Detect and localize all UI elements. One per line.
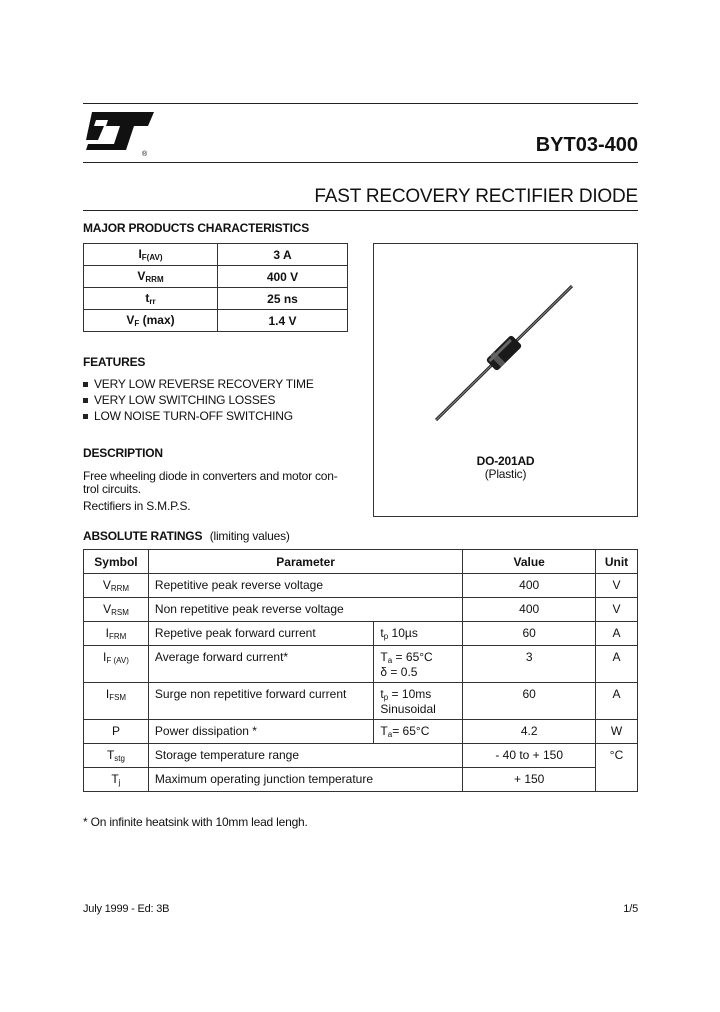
- part-number: BYT03-400: [535, 134, 638, 156]
- svg-text:®: ®: [142, 151, 148, 158]
- package-box: [373, 243, 638, 517]
- rating-symbol: $V_{RRM}$: [84, 574, 149, 598]
- rating-value: + 150: [463, 768, 596, 792]
- rating-value: - 40 to + 150: [463, 744, 596, 768]
- characteristic-symbol: $V_{RRM}$: [84, 266, 218, 288]
- rating-value: 60: [463, 622, 596, 646]
- table-row: [84, 288, 348, 310]
- features-list: [83, 377, 314, 425]
- table-row: [84, 244, 348, 266]
- col-symbol: Symbol: [84, 550, 149, 574]
- rating-parameter: Power dissipation *: [148, 720, 374, 744]
- table-row: [84, 683, 638, 720]
- features-heading: FEATURES: [83, 355, 146, 369]
- rating-parameter: Surge non repetitive forward current: [148, 683, 374, 720]
- rating-parameter: Average forward current*: [148, 646, 374, 683]
- rating-unit: V: [596, 598, 638, 622]
- rating-value: 3: [463, 646, 596, 683]
- footnote: * On infinite heatsink with 10mm lead lengh.: [83, 815, 308, 829]
- rating-unit: °C: [596, 744, 638, 792]
- characteristic-symbol: $I_{F(AV)}$: [84, 244, 218, 266]
- rating-parameter: Non repetitive peak reverse voltage: [148, 598, 462, 622]
- characteristic-symbol: $t_{rr}$: [84, 288, 218, 310]
- characteristic-value: 400 V: [218, 266, 348, 288]
- rating-symbol: $I_{F (AV)}$: [84, 646, 149, 683]
- description-line-2: trol circuits.: [83, 482, 141, 496]
- description-line-3: Rectifiers in S.M.P.S.: [83, 499, 191, 513]
- table-row: [84, 768, 638, 792]
- rating-parameter: Repetitive peak reverse voltage: [148, 574, 462, 598]
- major-characteristics-table: [83, 243, 348, 332]
- col-parameter: Parameter: [148, 550, 462, 574]
- diode-package-drawing: [374, 244, 637, 444]
- rating-unit: A: [596, 683, 638, 720]
- characteristic-value: 1.4 V: [218, 310, 348, 332]
- characteristic-value: 3 A: [218, 244, 348, 266]
- rating-symbol: $T_{stg}$: [84, 744, 149, 768]
- rating-parameter: Maximum operating junction temperature: [148, 768, 462, 792]
- rating-parameter: Storage temperature range: [148, 744, 462, 768]
- table-row: [84, 598, 638, 622]
- document-subtitle: FAST RECOVERY RECTIFIER DIODE: [314, 186, 638, 207]
- characteristic-symbol: $V_F$ (max): [84, 310, 218, 332]
- absolute-ratings-table: [83, 549, 638, 792]
- rating-value: 60: [463, 683, 596, 720]
- rating-unit: V: [596, 574, 638, 598]
- footer-page: 1/5: [623, 903, 638, 915]
- col-unit: Unit: [596, 550, 638, 574]
- rating-symbol: $V_{RSM}$: [84, 598, 149, 622]
- table-row: [84, 574, 638, 598]
- table-row: [84, 622, 638, 646]
- rating-value: 4.2: [463, 720, 596, 744]
- rating-unit: W: [596, 720, 638, 744]
- package-name: DO-201AD: [476, 454, 535, 468]
- table-row: [84, 266, 348, 288]
- rating-symbol: $T_j$: [84, 768, 149, 792]
- major-heading: MAJOR PRODUCTS CHARACTERISTICS: [83, 221, 310, 235]
- rating-symbol: $I_{FSM}$: [84, 683, 149, 720]
- table-row: [84, 720, 638, 744]
- st-logo: [84, 110, 156, 158]
- rating-condition: $t_p = 10ms$ Sinusoidal: [374, 683, 463, 720]
- description-line-1: Free wheeling diode in converters and motor con-: [83, 469, 338, 483]
- rating-symbol: $I_{FRM}$: [84, 622, 149, 646]
- rating-parameter: Repetive peak forward current: [148, 622, 374, 646]
- rating-symbol: P: [84, 720, 149, 744]
- list-item: VERY LOW SWITCHING LOSSES: [83, 393, 314, 409]
- rating-unit: A: [596, 622, 638, 646]
- ratings-heading-note: (limiting values): [209, 529, 290, 543]
- ratings-heading: ABSOLUTE RATINGS: [83, 529, 203, 543]
- rating-condition: $t_p$ 10µs: [374, 622, 463, 646]
- col-value: Value: [463, 550, 596, 574]
- table-row: [84, 744, 638, 768]
- rating-value: 400: [463, 574, 596, 598]
- package-type: (Plastic): [484, 467, 527, 481]
- table-row: [84, 310, 348, 332]
- table-row: [84, 646, 638, 683]
- description-heading: DESCRIPTION: [83, 446, 163, 460]
- rating-condition: $T_a= 65^\circ C$: [374, 720, 463, 744]
- footer-date: July 1999 - Ed: 3B: [83, 903, 170, 915]
- list-item: VERY LOW REVERSE RECOVERY TIME: [83, 377, 314, 393]
- characteristic-value: 25 ns: [218, 288, 348, 310]
- rating-condition: $T_a = 65^\circ C$ δ = 0.5: [374, 646, 463, 683]
- rating-unit: A: [596, 646, 638, 683]
- list-item: LOW NOISE TURN-OFF SWITCHING: [83, 409, 314, 425]
- rating-value: 400: [463, 598, 596, 622]
